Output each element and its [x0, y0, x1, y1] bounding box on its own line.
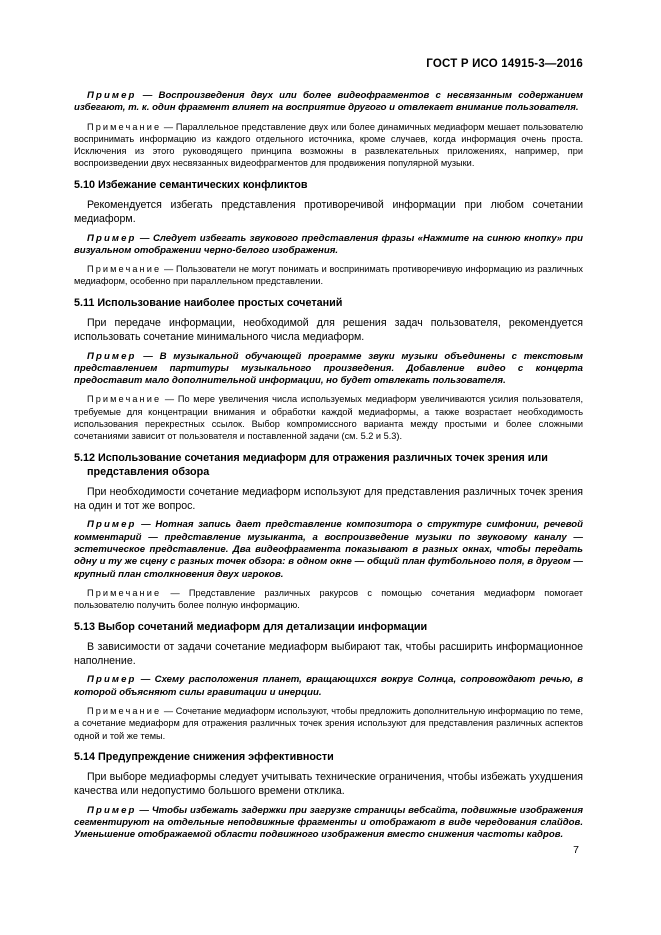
- note-paragraph: Примечание — Пользователи не могут понимать и воспринимать противоречивую информацию из различных медиаформ, особенно при параллельном представлении.: [74, 264, 583, 287]
- note-paragraph: Примечание — Параллельное представление двух или более динамичных медиаформ мешает пользователю воспринимать информацию из каждого отдельного источника, кроме случаев, когда информация очень проста. Исключения из этого руководящего принципа возможны в развлекательных приложениях, например, при воспроизведении двух несвязанных видеофрагментов для продвижения популярной музыки.: [74, 121, 584, 169]
- note-paragraph: Примечание — По мере увеличения числа используемых медиаформ увеличиваются усилия пользователя, требуемые для концентрации внимания и обработки каждой медиаформы, а также возрастает необходимость использования перекрестных ссылок. Выбор компромиссного варианта между простыми и более сложными сочетаниями зависит от пользователя и поставленной задачи (см. 5.2 и 5.3).: [74, 394, 583, 442]
- note-paragraph: Примечание — Представление различных ракурсов с помощью сочетания медиаформ помогает пользователю получить более полную информацию.: [74, 587, 584, 611]
- section-heading-5-14: 5.14 Предупреждение снижения эффективности: [74, 750, 334, 763]
- body-paragraph: Рекомендуется избегать представления противоречивой информации при любом сочетании медиаформ.: [74, 198, 583, 226]
- example-paragraph: Пример — Воспроизведения двух или более видеофрагментов с несвязанным содержанием избегают, т. к. один фрагмент влияет на восприятие другого и отвлекает внимание пользователя.: [74, 90, 583, 114]
- document-header: ГОСТ Р ИСО 14915-3—2016: [426, 58, 583, 70]
- example-paragraph: Пример — Чтобы избежать задержки при загрузке страницы вебсайта, подвижные изображения сегментируют на отдельные неподвижные фрагменты и отображают в виде чередования слайдов. Уменьшение отображаемой области подвижного изображения вместо снижения частоты кадров.: [74, 804, 583, 841]
- example-paragraph: Пример — Нотная запись дает представление композитора о структуре симфонии, речевой комментарий — представление музыканта, а воспроизведение музыки по звуковому каналу — эстетическое представление. Два видеофрагмента показывают в разных окнах, чтобы передать одну и ту же сцену с разных точек обзора: в одном окне — общий план футбольного поля, в другом — крупный план столкновения двух игроков.: [74, 519, 583, 580]
- note-label: Примечание: [87, 121, 162, 132]
- body-paragraph: При необходимости сочетание медиаформ используют для представления различных точек зрения на один и тот же вопрос.: [74, 485, 583, 513]
- example-paragraph: Пример — В музыкальной обучающей программе звуки музыки объединены с текстовым представлением партитуры музыкального произведения. Добавление видео с концерта предоставит мало дополнительной информации, но будет отвлекать пользователя.: [74, 350, 583, 387]
- section-heading-5-11: 5.11 Использование наиболее простых сочетаний: [74, 296, 343, 309]
- example-paragraph: Пример — Схему расположения планет, вращающихся вокруг Солнца, сопровождают речью, в которой объясняют силы гравитации и инерции.: [74, 674, 583, 698]
- body-paragraph: При передаче информации, необходимой для решения задач пользователя, рекомендуется использовать сочетание минимального числа медиаформ.: [74, 316, 583, 344]
- section-heading-5-10: 5.10 Избежание семантических конфликтов: [74, 178, 308, 191]
- body-paragraph: В зависимости от задачи сочетание медиаформ выбирают так, чтобы расширить информационное наполнение.: [74, 640, 583, 667]
- note-paragraph: Примечание — Сочетание медиаформ используют, чтобы предложить дополнительную информацию по теме, а сочетание медиаформ для отражения различных точек зрения используют для представления различных аспектов одной и той же темы.: [74, 705, 583, 741]
- example-paragraph: Пример — Следует избегать звукового представления фразы «Нажмите на синюю кнопку» при визуальном отображении черно-белого изображения.: [74, 232, 583, 256]
- example-label: Пример: [87, 90, 137, 101]
- page-number: 7: [573, 844, 579, 856]
- section-heading-5-13: 5.13 Выбор сочетаний медиаформ для детализации информации: [74, 620, 428, 633]
- body-paragraph: При выборе медиаформы следует учитывать технические ограничения, чтобы избежать ухудшения качества или недопустимо большого времени отклика.: [74, 770, 583, 798]
- document-body: [74, 90, 583, 848]
- section-heading-5-12: 5.12 Использование сочетания медиаформ для отражения различных точек зрения или представления обзора: [74, 451, 548, 478]
